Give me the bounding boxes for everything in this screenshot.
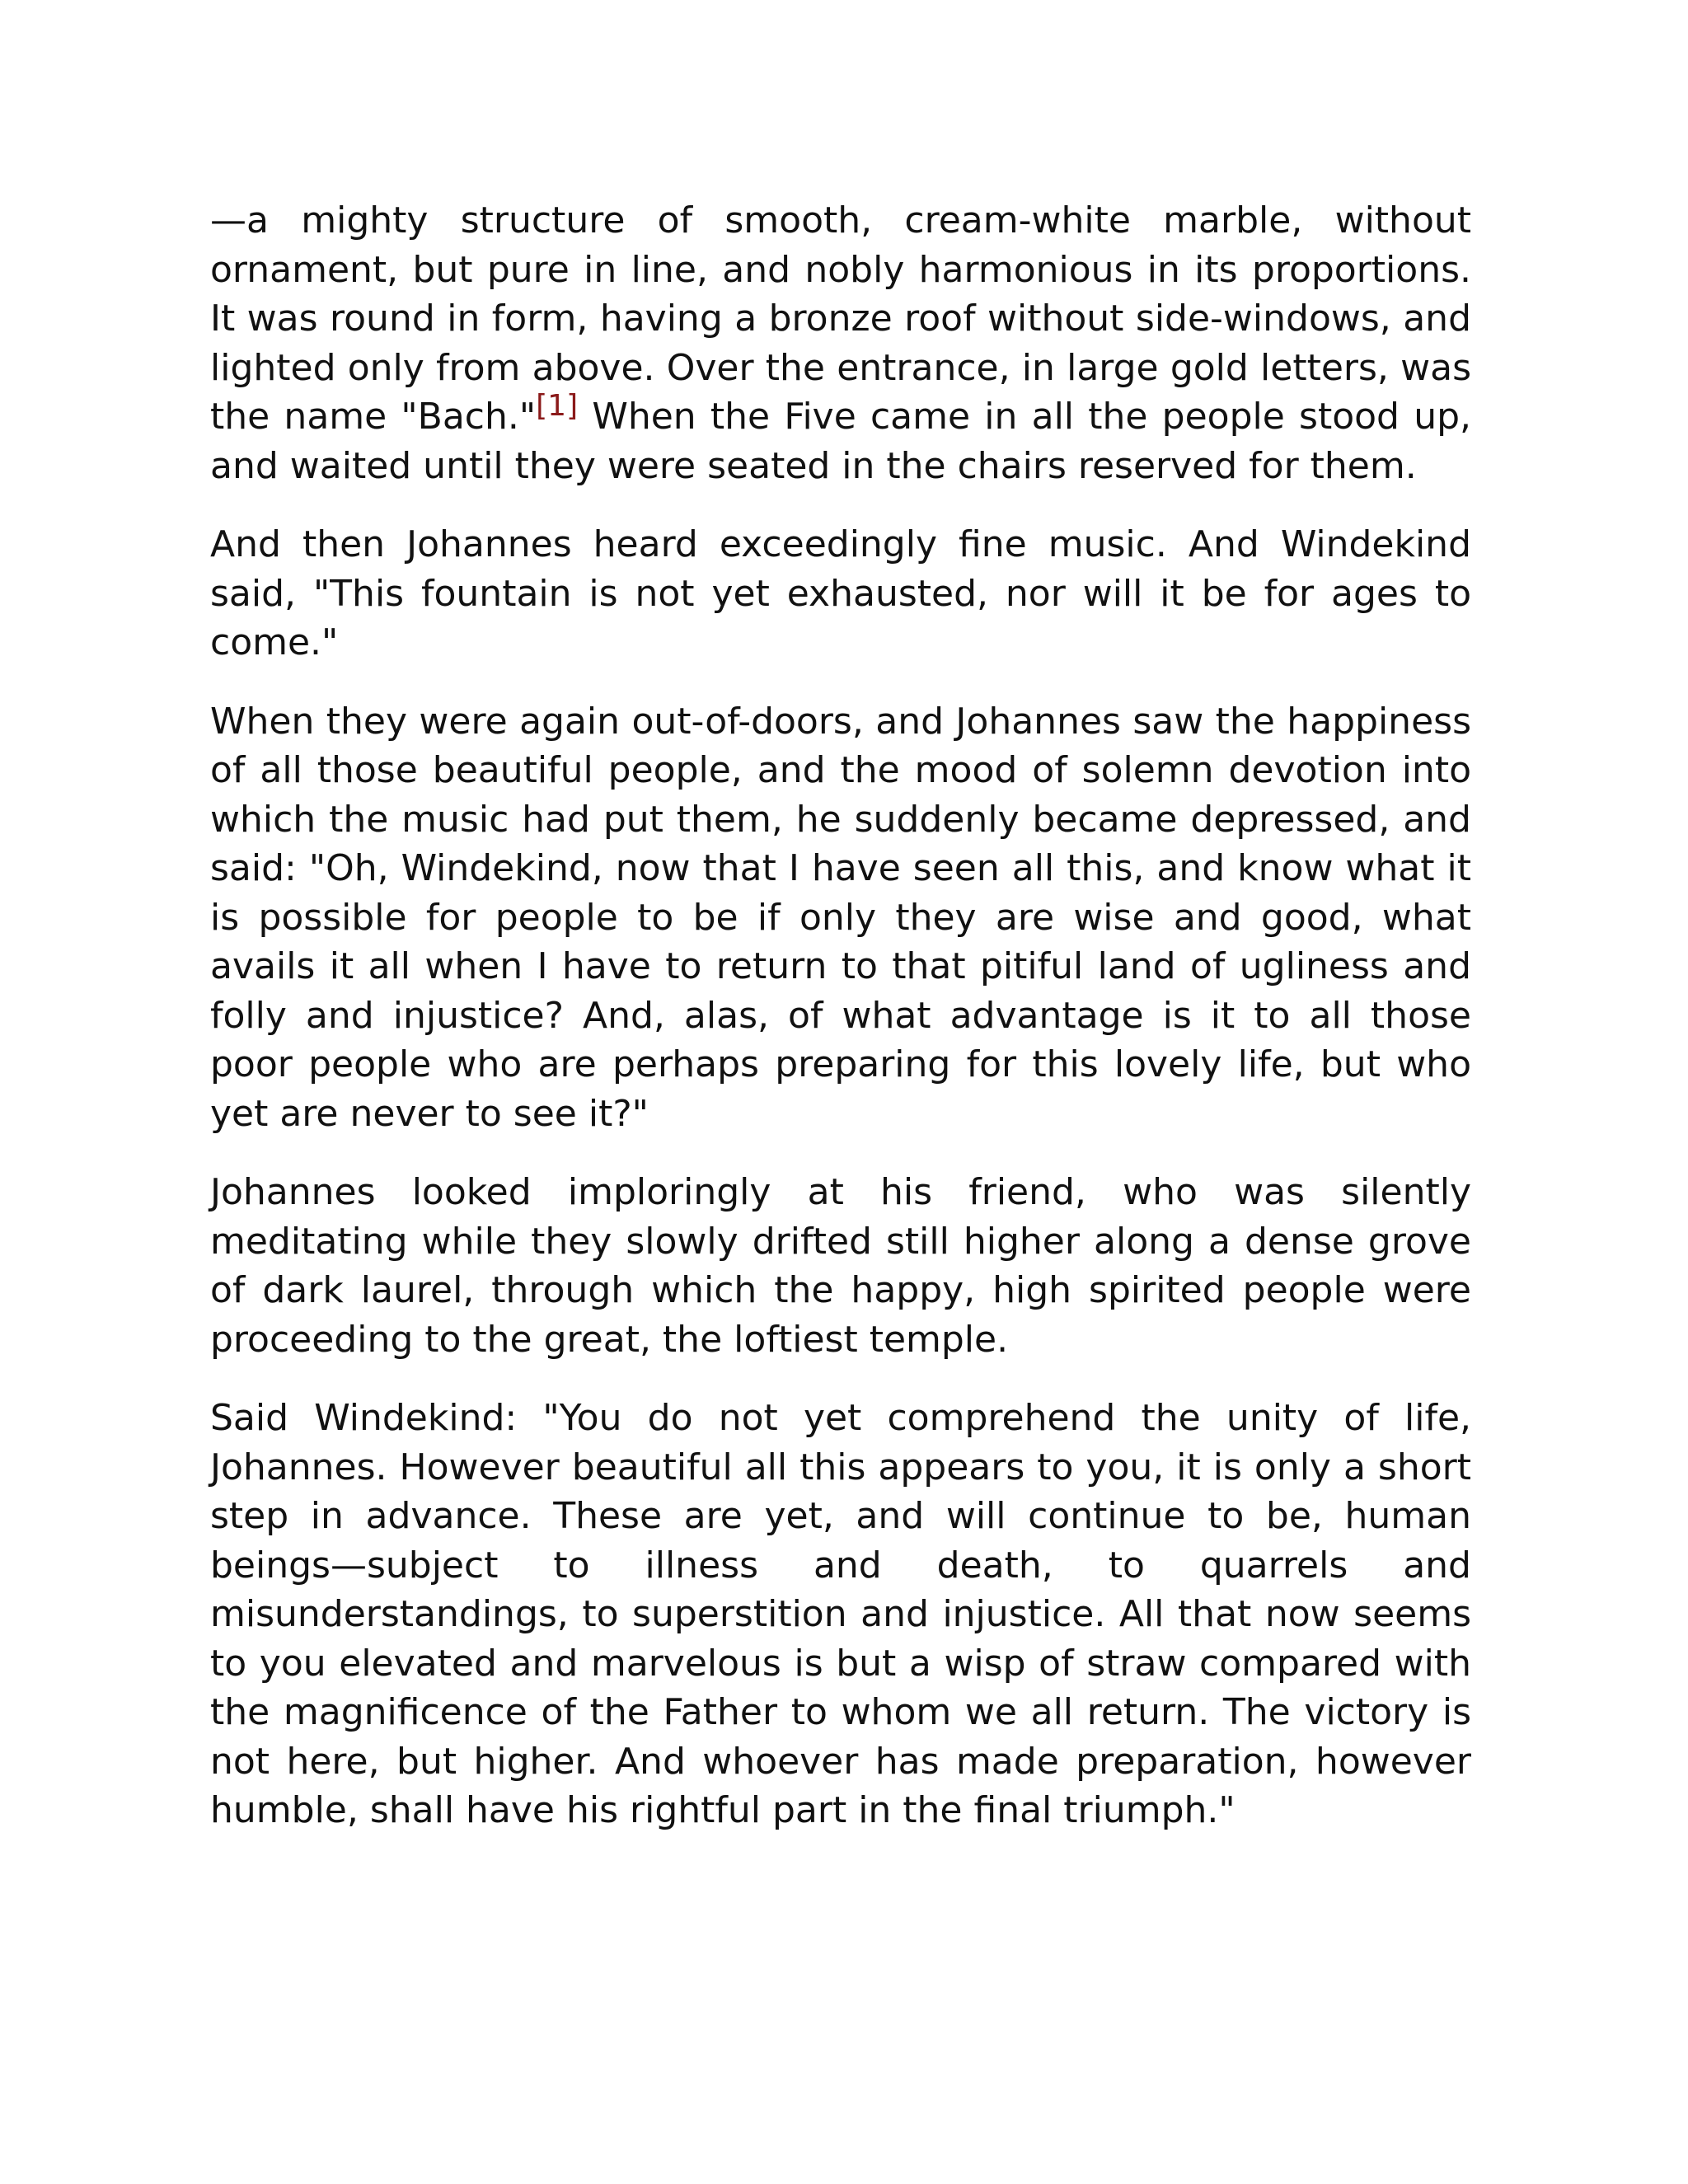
paragraph-1	[210, 196, 1471, 490]
paragraph-4: Johannes looked imploringly at his friend, who was silently meditating while they slowly drifted still higher along a dense grove of dark laurel, through which the happy, high spirited people were proceeding to the great, the loftiest temple.	[210, 1171, 1471, 1361]
paragraph-2: And then Johannes heard exceedingly fine music. And Windekind said, "This fountain is not yet exhausted, nor will it be for ages to come."	[210, 523, 1471, 663]
paragraph-1-text-after: When the Five came in all the people stood up, and waited until they were seated in the chairs reserved for them.	[210, 396, 1472, 487]
paragraph-5: Said Windekind: "You do not yet comprehend the unity of life, Johannes. However beautiful all this appears to you, it is only a short step in advance. These are yet, and will continue to be, human beings—subject to illness and death, to quarrels and misunderstandings, to superstition and injustice. All that now seems to you elevated and marvelous is but a wisp of straw compared with the magnificence of the Father to whom we all return. The victory is not here, but higher. And whoever has made preparation, however humble, shall have his rightful part in the final triumph."	[210, 1397, 1471, 1831]
page-body	[210, 196, 1471, 1865]
footnote-link-1[interactable]: [1]	[536, 389, 579, 423]
paragraph-3: When they were again out-of-doors, and Johannes saw the happiness of all those beautiful people, and the mood of solemn devotion into which the music had put them, he suddenly became depressed, and said: "Oh, Windekind, now that I have seen all this, and know what it is possible for people to be if only they are wise and good, what avails it all when I have to return to that pitiful land of ugliness and folly and injustice? And, alas, of what advantage is it to all those poor people who are perhaps preparing for this lovely life, but who yet are never to see it?"	[210, 700, 1471, 1135]
paragraph-1-text-before: —a mighty structure of smooth, cream-white marble, without ornament, but pure in line, and nobly harmonious in its proportions. It was round in form, having a bronze roof without side-windows, and lighted only from above. Over the entrance, in large gold letters, was the name "Bach."	[210, 199, 1471, 438]
